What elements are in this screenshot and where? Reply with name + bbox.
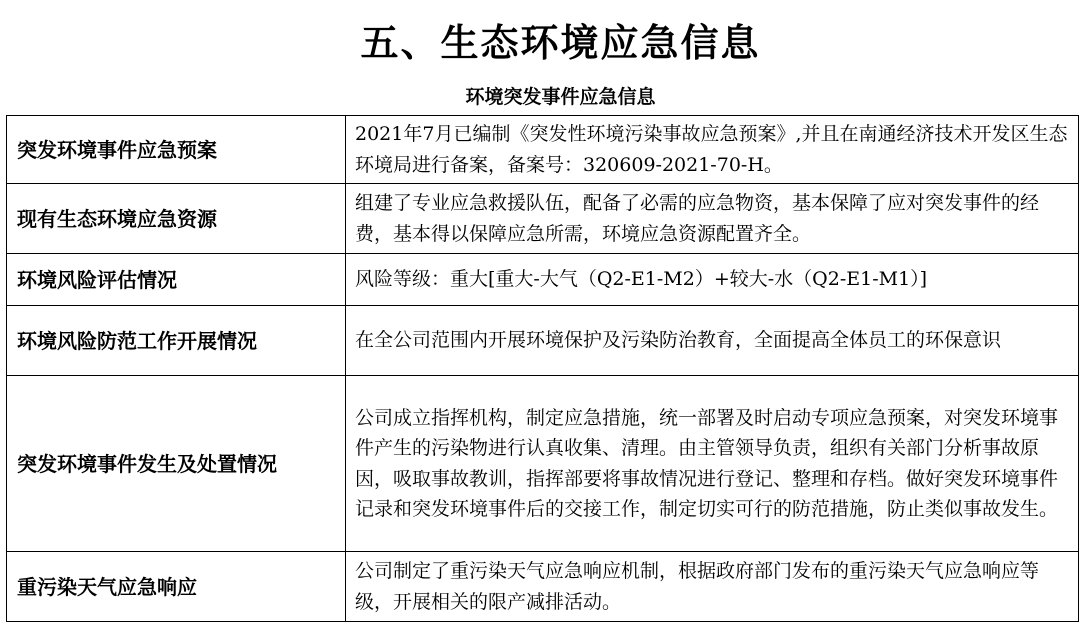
row-label: 突发环境事件应急预案: [7, 116, 346, 184]
emergency-info-table: [6, 115, 1079, 622]
row-value: [346, 376, 1079, 552]
row-value: [346, 116, 1079, 184]
row-label: 重污染天气应急响应: [7, 552, 346, 622]
table-row: [7, 116, 1079, 184]
row-label: 环境风险防范工作开展情况: [7, 306, 346, 376]
row-label: 环境风险评估情况: [7, 254, 346, 306]
page-title: 五、生态环境应急信息: [360, 20, 761, 65]
row-value-text: 公司成立指挥机构，制定应急措施，统一部署及时启动专项应急预案，对突发环境事件产生的污染物进行认真收集、清理。由主管领导负责，组织有关部门分析事故原因，吸取事故教训，指挥部要将事故情况进行登记、整理和存档。做好突发环境事件记录和突发环境事件后的交接工作，制定切实可行的防范措施，防止类似事故发生。: [355, 406, 1059, 520]
table-caption: 环境突发事件应急信息: [465, 86, 656, 108]
row-value-text: 公司制定了重污染天气应急响应机制，根据政府部门发布的重污染天气应急响应等级，开展相关的限产减排活动。: [355, 560, 1040, 613]
table-row: [7, 254, 1079, 306]
table-row: [7, 306, 1079, 376]
row-value-text: 在全公司范围内开展环境保护及污染防治教育，全面提高全体员工的环保意识: [355, 329, 1002, 352]
table-row: [7, 552, 1079, 622]
row-value: [346, 306, 1079, 376]
table-row: [7, 184, 1079, 254]
table-row: [7, 376, 1079, 552]
row-value-text: 风险等级：重大[重大-大气（Q2-E1-M2）+较大-水（Q2-E1-M1）]: [355, 268, 928, 291]
row-value: [346, 184, 1079, 254]
row-value-text: 2021年7月已编制《突发性环境污染事故应急预案》,并且在南通经济技术开发区生态环境局进行备案，备案号：320609-2021-70-H。: [355, 123, 1068, 176]
row-value: [346, 552, 1079, 622]
row-label: 突发环境事件发生及处置情况: [7, 376, 346, 552]
row-value: [346, 254, 1079, 306]
row-value-text: 组建了专业应急救援队伍，配备了必需的应急物资，基本保障了应对突发事件的经费，基本得以保障应急所需，环境应急资源配置齐全。: [355, 192, 1040, 245]
row-label: 现有生态环境应急资源: [7, 184, 346, 254]
